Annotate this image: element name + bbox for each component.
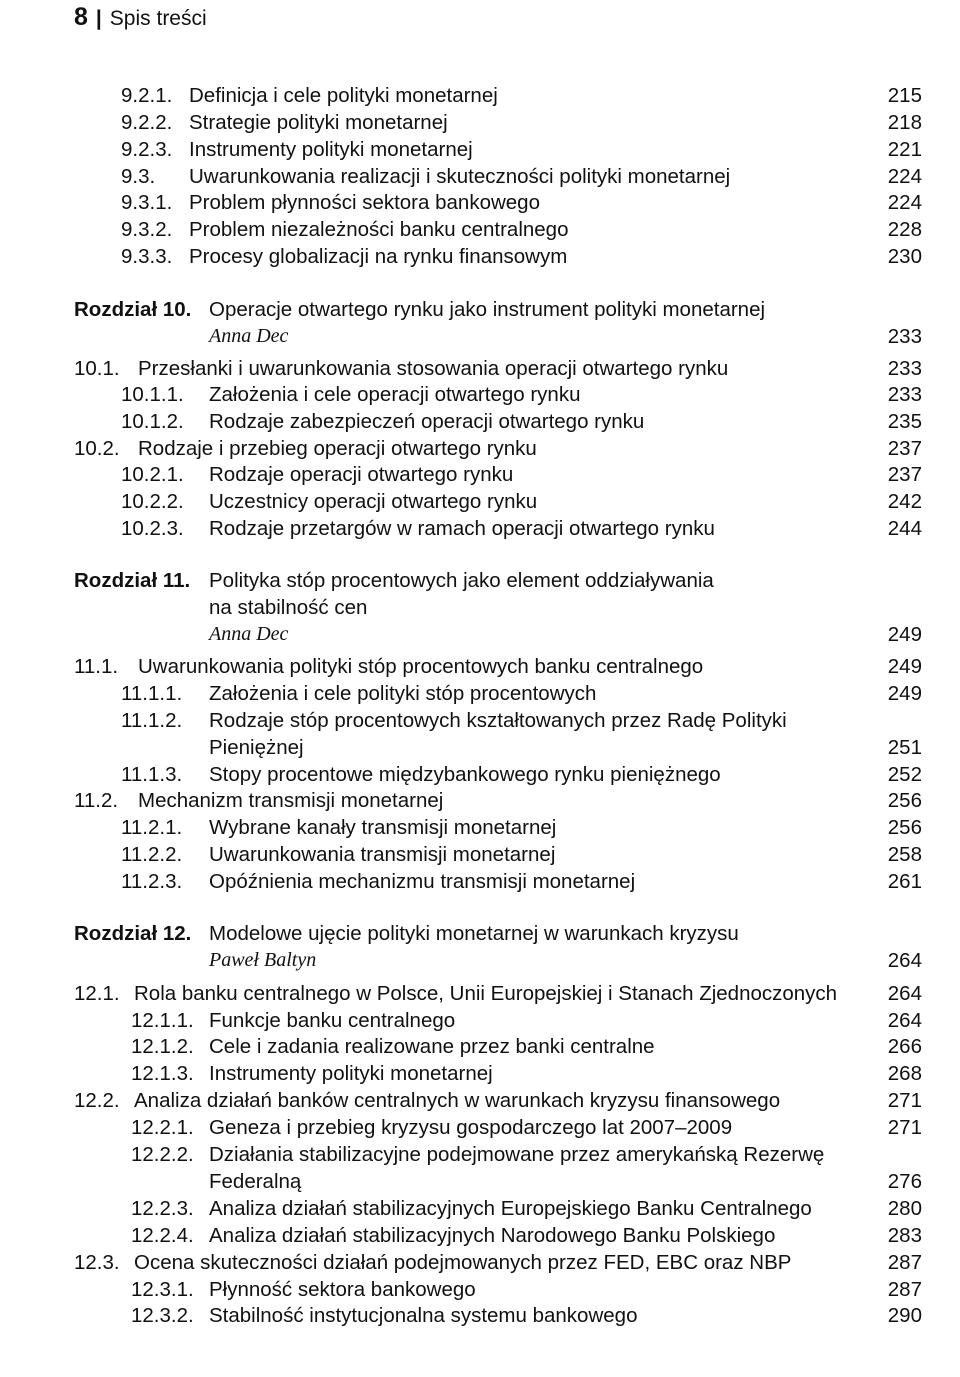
- toc-entry-title: Definicja i cele polityki monetarnej: [189, 84, 498, 107]
- toc-entry-title: Rodzaje zabezpieczeń operacji otwartego rynku: [209, 410, 645, 433]
- toc-entry-number: Rozdział 11.: [74, 569, 191, 592]
- page-header: [74, 0, 207, 34]
- toc-entry: [131, 1060, 922, 1087]
- toc-entry-page: 290: [887, 1304, 922, 1327]
- toc-entry: [121, 163, 922, 190]
- toc-entry-title: Działania stabilizacyjne podejmowane przez amerykańską Rezerwę: [209, 1143, 825, 1166]
- toc-entry-title: Cele i zadania realizowane przez banki centralne: [209, 1035, 655, 1058]
- toc-entry: [74, 1087, 922, 1114]
- toc-entry-title: Rola banku centralnego w Polsce, Unii Europejskiej i Stanach Zjednoczonych: [134, 982, 838, 1005]
- toc-entry: [74, 1249, 922, 1276]
- toc-entry-number: 9.3.2.: [121, 218, 173, 241]
- toc-entry-number: 10.2.3.: [121, 517, 184, 540]
- toc-entry: [74, 323, 922, 350]
- toc-entry: [74, 621, 922, 648]
- toc-entry-page: 221: [887, 138, 922, 161]
- toc-entry: [74, 594, 922, 621]
- toc-entry-page: 283: [887, 1224, 922, 1247]
- toc-entry-title: Instrumenty polityki monetarnej: [209, 1062, 493, 1085]
- toc-entry-number: 12.3.1.: [131, 1278, 194, 1301]
- toc-entry: [74, 920, 922, 947]
- toc-entry-number: 12.2.2.: [131, 1143, 194, 1166]
- toc-entry: [121, 461, 922, 488]
- toc-entry-title: Rodzaje i przebieg operacji otwartego rynku: [138, 437, 537, 460]
- toc-entry-author: Anna Dec: [209, 623, 289, 645]
- toc-entry-number: 11.2.3.: [121, 870, 183, 893]
- toc-entry-title: na stabilność cen: [209, 596, 368, 619]
- toc-entry-page: 237: [887, 437, 922, 460]
- toc-entry-title: Polityka stóp procentowych jako element oddziaływania: [209, 569, 714, 592]
- toc-entry: [121, 814, 922, 841]
- toc-entry-title: Problem płynności sektora bankowego: [189, 191, 540, 214]
- toc-entry: [121, 734, 922, 761]
- toc-entry: [131, 1276, 922, 1303]
- toc-entry-number: 10.2.: [74, 437, 120, 460]
- toc-entry-page: 287: [887, 1278, 922, 1301]
- toc-entry: [131, 1141, 922, 1168]
- toc-entry-page: 233: [887, 325, 922, 348]
- toc-entry-page: 249: [887, 682, 922, 705]
- toc-entry-page: 258: [887, 843, 922, 866]
- toc-entry-number: 12.1.3.: [131, 1062, 194, 1085]
- toc-entry-number: 12.1.2.: [131, 1035, 194, 1058]
- toc-entry-number: 11.2.: [74, 789, 119, 812]
- toc-entry: [74, 980, 922, 1007]
- toc-entry-number: 12.2.4.: [131, 1224, 194, 1247]
- toc-entry-number: 12.2.: [74, 1089, 120, 1112]
- toc-entry-page: 249: [887, 655, 922, 678]
- toc-entry-number: 11.1.1.: [121, 682, 183, 705]
- toc-entry-title: Analiza działań stabilizacyjnych Europejskiego Banku Centralnego: [209, 1197, 812, 1220]
- toc-entry: [131, 1114, 922, 1141]
- toc-entry-number: 10.2.2.: [121, 490, 184, 513]
- toc-entry-title: Opóźnienia mechanizmu transmisji monetarnej: [209, 870, 636, 893]
- toc-entry-number: 12.2.3.: [131, 1197, 194, 1220]
- toc-entry: [121, 680, 922, 707]
- toc-entry: [121, 82, 922, 109]
- header-separator: |: [95, 7, 102, 30]
- toc-entry-number: 12.3.: [74, 1251, 120, 1274]
- toc-entry-title: Stabilność instytucjonalna systemu bankowego: [209, 1304, 638, 1327]
- toc-entry: [131, 1168, 922, 1195]
- toc-entry-title: Przesłanki i uwarunkowania stosowania operacji otwartego rynku: [138, 357, 729, 380]
- toc-entry-page: 224: [887, 165, 922, 188]
- toc-entry-title: Założenia i cele polityki stóp procentowych: [209, 682, 597, 705]
- toc-entry: [131, 1007, 922, 1034]
- toc-entry: [121, 381, 922, 408]
- toc-entry-number: 9.3.3.: [121, 245, 173, 268]
- toc-entry-title: Federalną: [209, 1170, 302, 1193]
- toc-entry: [131, 1302, 922, 1329]
- toc-entry-title: Płynność sektora bankowego: [209, 1278, 476, 1301]
- toc-entry-number: Rozdział 10.: [74, 298, 192, 321]
- toc-entry: [74, 355, 922, 382]
- toc-entry-page: 251: [887, 736, 922, 759]
- toc-entry-page: 287: [887, 1251, 922, 1274]
- toc-entry-title: Uczestnicy operacji otwartego rynku: [209, 490, 538, 513]
- toc-entry-number: 10.2.1.: [121, 463, 184, 486]
- toc-entry-page: 215: [887, 84, 922, 107]
- toc-entry: [131, 1222, 922, 1249]
- toc-entry: [121, 189, 922, 216]
- toc-entry-number: 11.1.3.: [121, 763, 183, 786]
- header-title: Spis treści: [109, 7, 207, 30]
- toc-entry-number: 12.2.1.: [131, 1116, 194, 1139]
- toc-entry-title: Procesy globalizacji na rynku finansowym: [189, 245, 568, 268]
- toc-entry: [131, 1195, 922, 1222]
- toc-entry-number: 9.3.: [121, 165, 156, 188]
- toc-entry-number: 9.2.2.: [121, 111, 173, 134]
- toc-entry-page: 271: [887, 1089, 922, 1112]
- toc-entry: [121, 243, 922, 270]
- toc-entry-title: Strategie polityki monetarnej: [189, 111, 448, 134]
- toc-entry-number: 12.1.: [74, 982, 120, 1005]
- toc-entry-page: 224: [887, 191, 922, 214]
- toc-entry-number: Rozdział 12.: [74, 922, 192, 945]
- toc-entry: [121, 707, 922, 734]
- toc-entry-title: Założenia i cele operacji otwartego rynku: [209, 383, 581, 406]
- toc-entry-number: 9.2.1.: [121, 84, 173, 107]
- toc-entry-page: 264: [887, 949, 922, 972]
- toc-entry: [121, 109, 922, 136]
- toc-entry-page: 256: [887, 816, 922, 839]
- toc-entry-title: Instrumenty polityki monetarnej: [189, 138, 473, 161]
- toc-entry: [74, 653, 922, 680]
- toc-entry: [74, 567, 922, 594]
- toc-entry-page: 228: [887, 218, 922, 241]
- toc-entry-title: Rodzaje operacji otwartego rynku: [209, 463, 514, 486]
- toc-entry: [121, 868, 922, 895]
- toc-entry-page: 261: [887, 870, 922, 893]
- toc-entry: [121, 515, 922, 542]
- toc-entry: [74, 787, 922, 814]
- toc-entry-title: Modelowe ujęcie polityki monetarnej w warunkach kryzysu: [209, 922, 739, 945]
- toc-entry-title: Problem niezależności banku centralnego: [189, 218, 569, 241]
- toc-entry-title: Ocena skuteczności działań podejmowanych przez FED, EBC oraz NBP: [134, 1251, 792, 1274]
- toc-entry-author: Paweł Baltyn: [209, 949, 317, 971]
- toc-entry-page: 249: [887, 623, 922, 646]
- toc-entry-page: 271: [887, 1116, 922, 1139]
- toc-entry-page: 266: [887, 1035, 922, 1058]
- toc-entry-number: 11.2.2.: [121, 843, 183, 866]
- toc-entry-page: 244: [887, 517, 922, 540]
- toc-entry-page: 218: [887, 111, 922, 134]
- toc-entry-title: Analiza działań stabilizacyjnych Narodowego Banku Polskiego: [209, 1224, 776, 1247]
- toc-entry-page: 256: [887, 789, 922, 812]
- toc-entry: [121, 841, 922, 868]
- toc-entry-page: 230: [887, 245, 922, 268]
- toc-entry-title: Uwarunkowania realizacji i skuteczności polityki monetarnej: [189, 165, 731, 188]
- header-page-number: 8: [74, 3, 88, 31]
- toc-entry-number: 11.2.1.: [121, 816, 183, 839]
- toc-entry-title: Uwarunkowania polityki stóp procentowych banku centralnego: [138, 655, 704, 678]
- toc-entry-page: 235: [887, 410, 922, 433]
- toc-entry-page: 252: [887, 763, 922, 786]
- toc-entry-number: 12.1.1.: [131, 1009, 194, 1032]
- toc-entry-page: 237: [887, 463, 922, 486]
- toc-entry-title: Uwarunkowania transmisji monetarnej: [209, 843, 556, 866]
- toc-entry: [74, 435, 922, 462]
- toc-entry-title: Funkcje banku centralnego: [209, 1009, 456, 1032]
- toc-entry-title: Operacje otwartego rynku jako instrument polityki monetarnej: [209, 298, 766, 321]
- toc-entry: [74, 296, 922, 323]
- toc-entry: [121, 488, 922, 515]
- toc-entry-title: Rodzaje przetargów w ramach operacji otwartego rynku: [209, 517, 715, 540]
- toc-entry-number: 9.3.1.: [121, 191, 173, 214]
- toc-entry-number: 10.1.2.: [121, 410, 184, 433]
- toc-entry: [121, 408, 922, 435]
- toc-entry-page: 268: [887, 1062, 922, 1085]
- toc-entry-author: Anna Dec: [209, 325, 289, 347]
- toc-entry-title: Mechanizm transmisji monetarnej: [138, 789, 444, 812]
- toc-entry-number: 11.1.: [74, 655, 119, 678]
- toc-entry-title: Analiza działań banków centralnych w warunkach kryzysu finansowego: [134, 1089, 781, 1112]
- toc-entry-page: 233: [887, 383, 922, 406]
- toc-entry: [121, 216, 922, 243]
- toc-entry-page: 280: [887, 1197, 922, 1220]
- toc-entry-number: 12.3.2.: [131, 1304, 194, 1327]
- toc-entry: [121, 136, 922, 163]
- toc-entry-page: 264: [887, 1009, 922, 1032]
- toc-entry-page: 242: [887, 490, 922, 513]
- toc-entry-page: 276: [887, 1170, 922, 1193]
- toc-entry: [74, 947, 922, 974]
- toc-entry-number: 10.1.: [74, 357, 120, 380]
- toc-entry: [131, 1033, 922, 1060]
- toc-entry-number: 9.2.3.: [121, 138, 173, 161]
- toc-entry-title: Pieniężnej: [209, 736, 304, 759]
- toc-entry-page: 264: [887, 982, 922, 1005]
- toc-entry-number: 11.1.2.: [121, 709, 183, 732]
- toc-entry-title: Wybrane kanały transmisji monetarnej: [209, 816, 557, 839]
- toc-entry-title: Geneza i przebieg kryzysu gospodarczego lat 2007–2009: [209, 1116, 733, 1139]
- toc-entry-title: Stopy procentowe międzybankowego rynku pieniężnego: [209, 763, 721, 786]
- toc-entry: [121, 761, 922, 788]
- toc-entry-title: Rodzaje stóp procentowych kształtowanych przez Radę Polityki: [209, 709, 787, 732]
- toc-entry-page: 233: [887, 357, 922, 380]
- toc-entry-number: 10.1.1.: [121, 383, 184, 406]
